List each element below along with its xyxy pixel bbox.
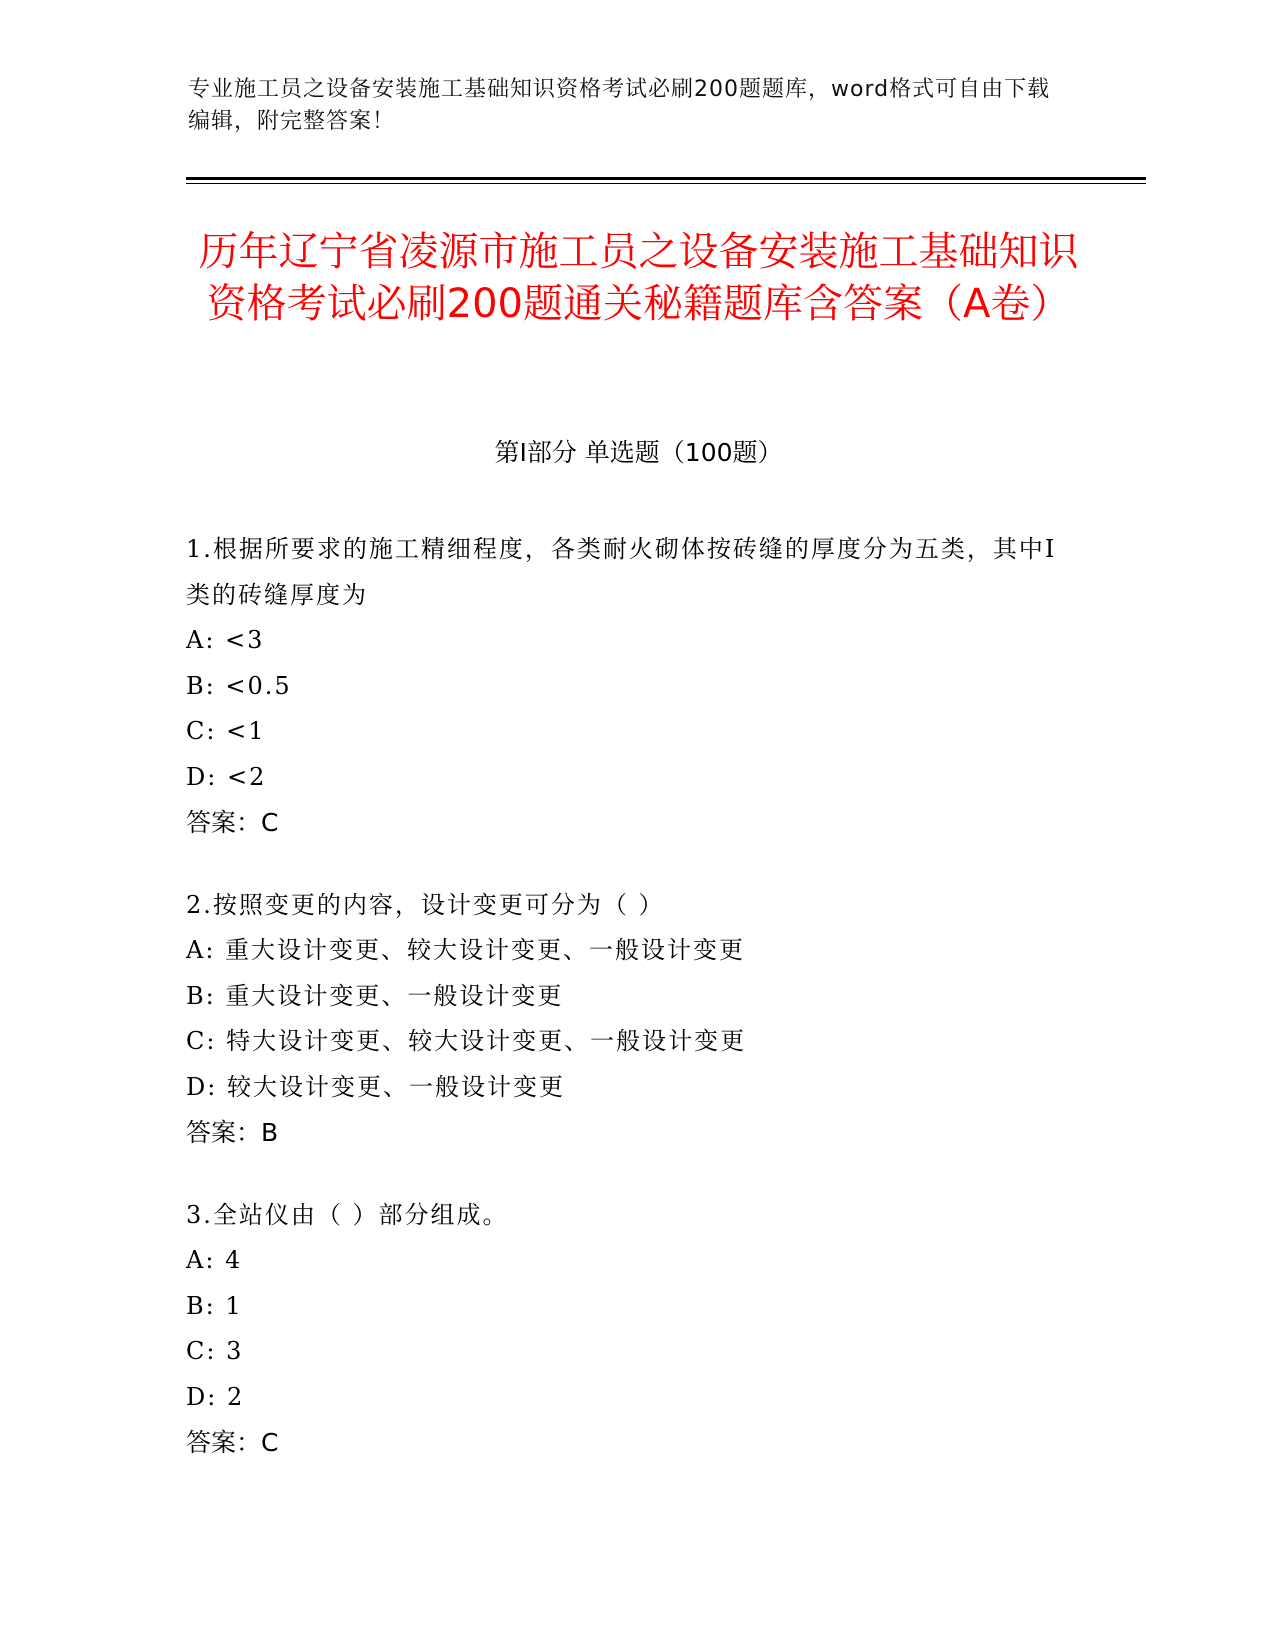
question-3 (186, 1193, 1086, 1466)
answer: 答案：C (186, 808, 279, 837)
option-b: B: <0.5 (186, 671, 292, 700)
question-stem: 3.全站仪由（ ）部分组成。 (186, 1200, 509, 1229)
section-heading: 第Ⅰ部分 单选题（100题） (494, 438, 783, 467)
question-stem: 1.根据所要求的施工精细程度，各类耐火砌体按砖缝的厚度分为五类，其中Ⅰ类的砖缝厚度为 (186, 535, 1057, 609)
option-a: A: 重大设计变更、较大设计变更、一般设计变更 (186, 936, 746, 964)
option-c: C: <1 (186, 717, 266, 745)
option-b: B: 1 (186, 1291, 243, 1320)
answer: 答案：B (186, 1118, 279, 1147)
question-list (186, 527, 1086, 1503)
option-d: D: 2 (186, 1382, 245, 1411)
question-1 (186, 527, 1086, 846)
option-c: C: 特大设计变更、较大设计变更、一般设计变更 (186, 1027, 747, 1055)
option-a: A: 4 (186, 1246, 243, 1274)
header-note: 专业施工员之设备安装施工基础知识资格考试必刷200题题库，word格式可自由下载编辑，附完整答案！ (188, 77, 1051, 134)
option-d: D: <2 (186, 762, 267, 791)
header-divider-thin (186, 183, 1146, 184)
answer: 答案：C (186, 1428, 279, 1457)
option-a: A: <3 (186, 626, 265, 654)
option-c: C: 3 (186, 1337, 244, 1365)
question-2 (186, 883, 1086, 1156)
header-divider-thick (186, 177, 1146, 180)
option-d: D: 较大设计变更、一般设计变更 (186, 1072, 565, 1101)
document-title: 历年辽宁省凌源市施工员之设备安装施工基础知识资格考试必刷200题通关秘籍题库含答案（A卷） (198, 229, 1079, 327)
question-stem: 2.按照变更的内容，设计变更可分为（ ） (186, 890, 665, 919)
option-b: B: 重大设计变更、一般设计变更 (186, 981, 564, 1010)
